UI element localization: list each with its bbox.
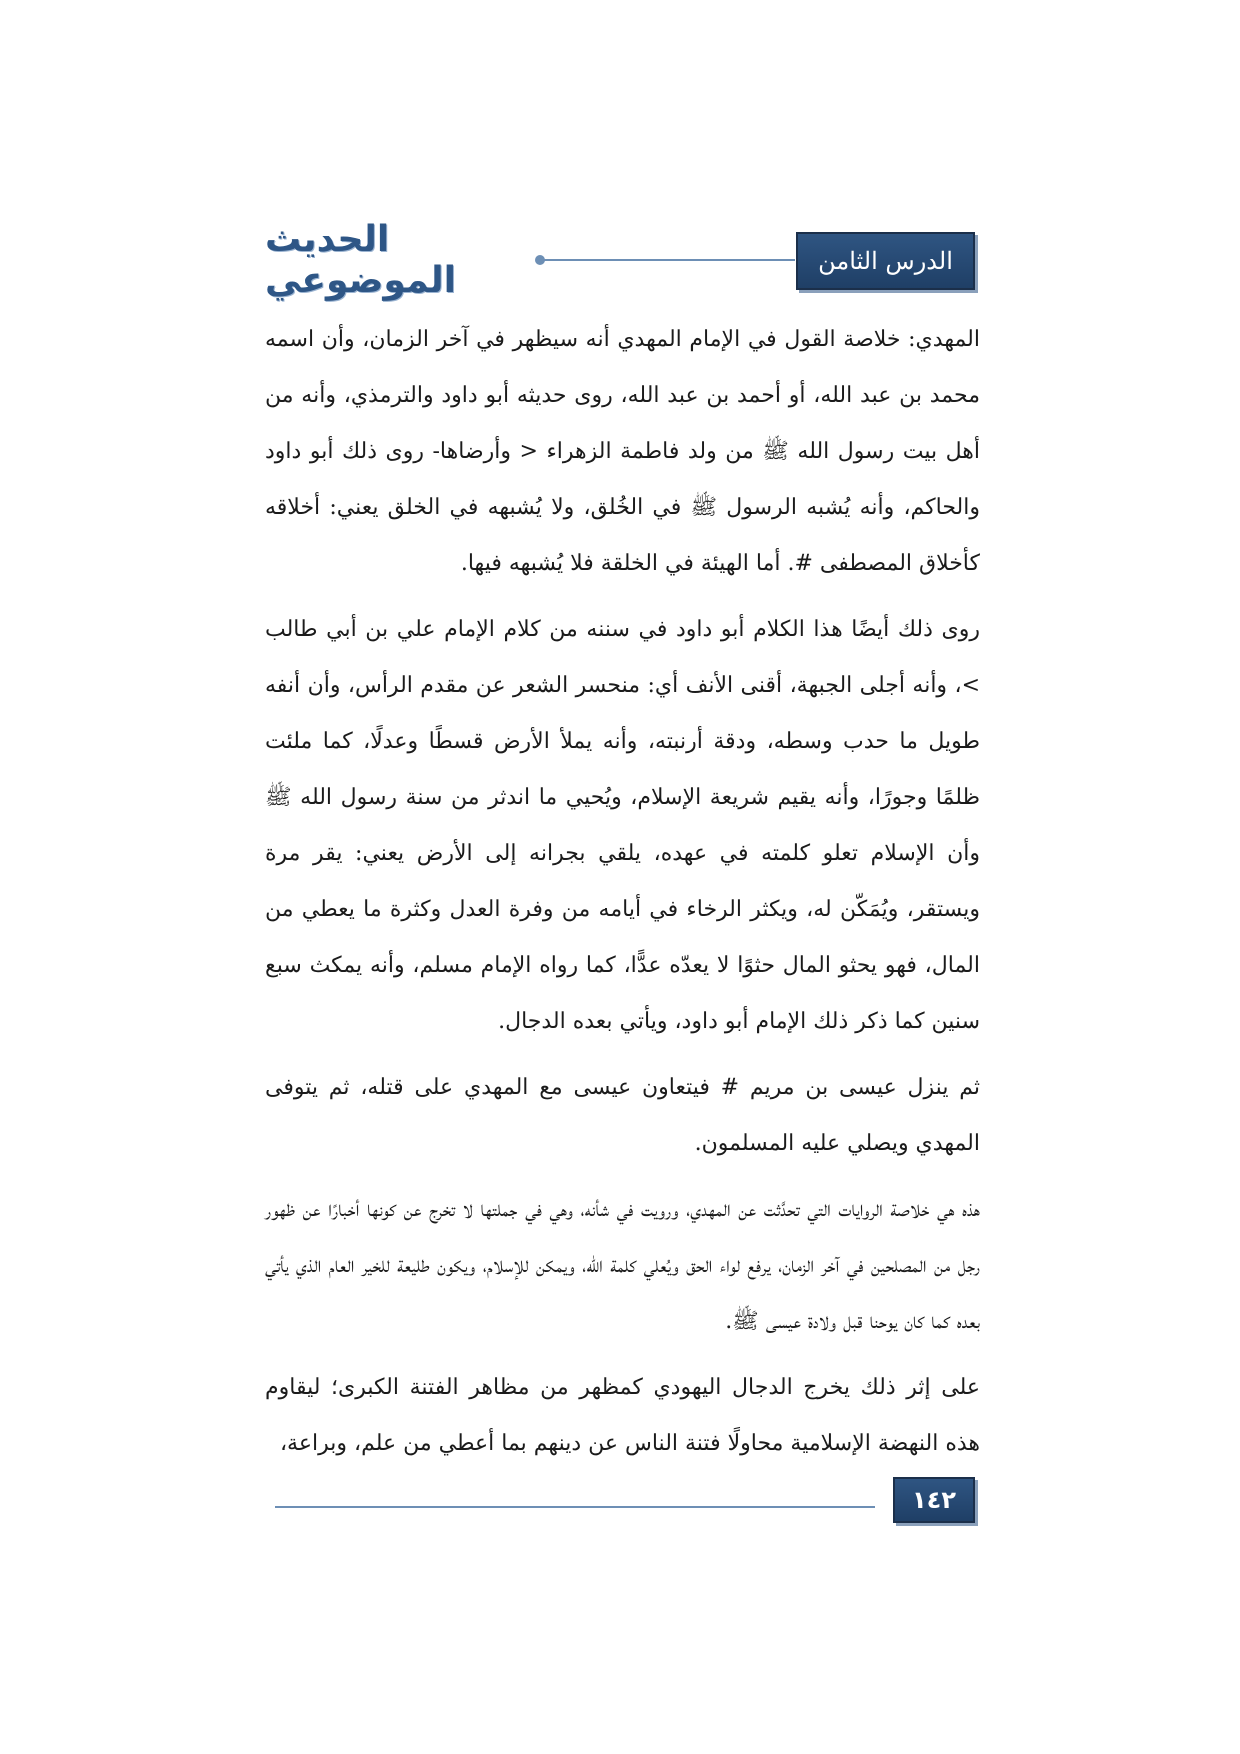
lesson-label-box [796, 232, 975, 290]
paragraph-isa: ثم ينزل عيسى بن مريم # فيتعاون عيسى مع المهدي على قتله، ثم يتوفى المهدي ويصلي عليه المسلمون. [265, 1075, 980, 1156]
book-title: الحديث الموضوعي [265, 219, 456, 301]
paragraph-abu-dawud: روى ذلك أيضًا هذا الكلام أبو داود في سننه من كلام الإمام علي بن أبي طالب >، وأنه أجلى الجبهة، أقنى الأنف أي: منحسر الشعر عن مقدم الرأس، وأن أنفه طويل ما حدب وسطه، ودقة أرنبته، وأنه يملأ الأرض قسطًا وعدلًا، كما ملئت ظلمًا وجورًا، وأنه يقيم شريعة الإسلام، ويُحيي ما اندثر من سنة رسول الله ﷺ وأن الإسلام تعلو كلمته في عهده، يلقي بجرانه إلى الأرض يعني: يقر مرة ويستقر، ويُمَكّن له، ويكثر الرخاء في أيامه من وفرة العدل وكثرة ما يعطي من المال، فهو يحثو المال حثوًا لا يعدّه عدًّا، كما رواه الإمام مسلم، وأنه يمكث سبع سنين كما ذكر ذلك الإمام أبو داود، ويأتي بعده الدجال. [265, 617, 980, 1034]
paragraph-conclusion: هذه هي خلاصة الروايات التي تحدَّثت عن المهدي، ورويت في شأنه، وهي في جملتها لا تخرج عن كونها أخبارًا عن ظهور رجل من المصلحين في آخر الزمان، يرفع لواء الحق ويُعلي كلمة الله، ويمكن للإسلام، ويكون طليعة للخير العام الذي يأتي بعده كما كان يوحنا قبل ولادة عيسى ﷺ. [265, 1197, 980, 1334]
footer-rule [275, 1506, 875, 1508]
page-number-box [893, 1477, 975, 1523]
lesson-label: الدرس الثامن [818, 247, 953, 275]
paragraph-dajjal: على إثر ذلك يخرج الدجال اليهودي كمظهر من مظاهر الفتنة الكبرى؛ ليقاوم هذه النهضة الإسلامية محاولًا فتنة الناس عن دينهم بما أعطي من علم، وبراعة، [265, 1375, 980, 1456]
page-number: ١٤٢ [912, 1486, 956, 1514]
page-footer [275, 1477, 975, 1523]
paragraph-mahdi-summary: المهدي: خلاصة القول في الإمام المهدي أنه سيظهر في آخر الزمان، وأن اسمه محمد بن عبد الله، أو أحمد بن عبد الله، روى حديثه أبو داود والترمذي، وأنه من أهل بيت رسول الله ﷺ من ولد فاطمة الزهراء < وأرضاها- روى ذلك أبو داود والحاكم، وأنه يُشبه الرسول ﷺ في الخُلق، ولا يُشبهه في الخلق يعني: أخلاقه كأخلاق المصطفى #. أما الهيئة في الخلقة فلا يُشبهه فيها. [265, 327, 980, 576]
header-rule [543, 259, 795, 261]
page-body [265, 312, 980, 1482]
page-header [265, 219, 975, 301]
